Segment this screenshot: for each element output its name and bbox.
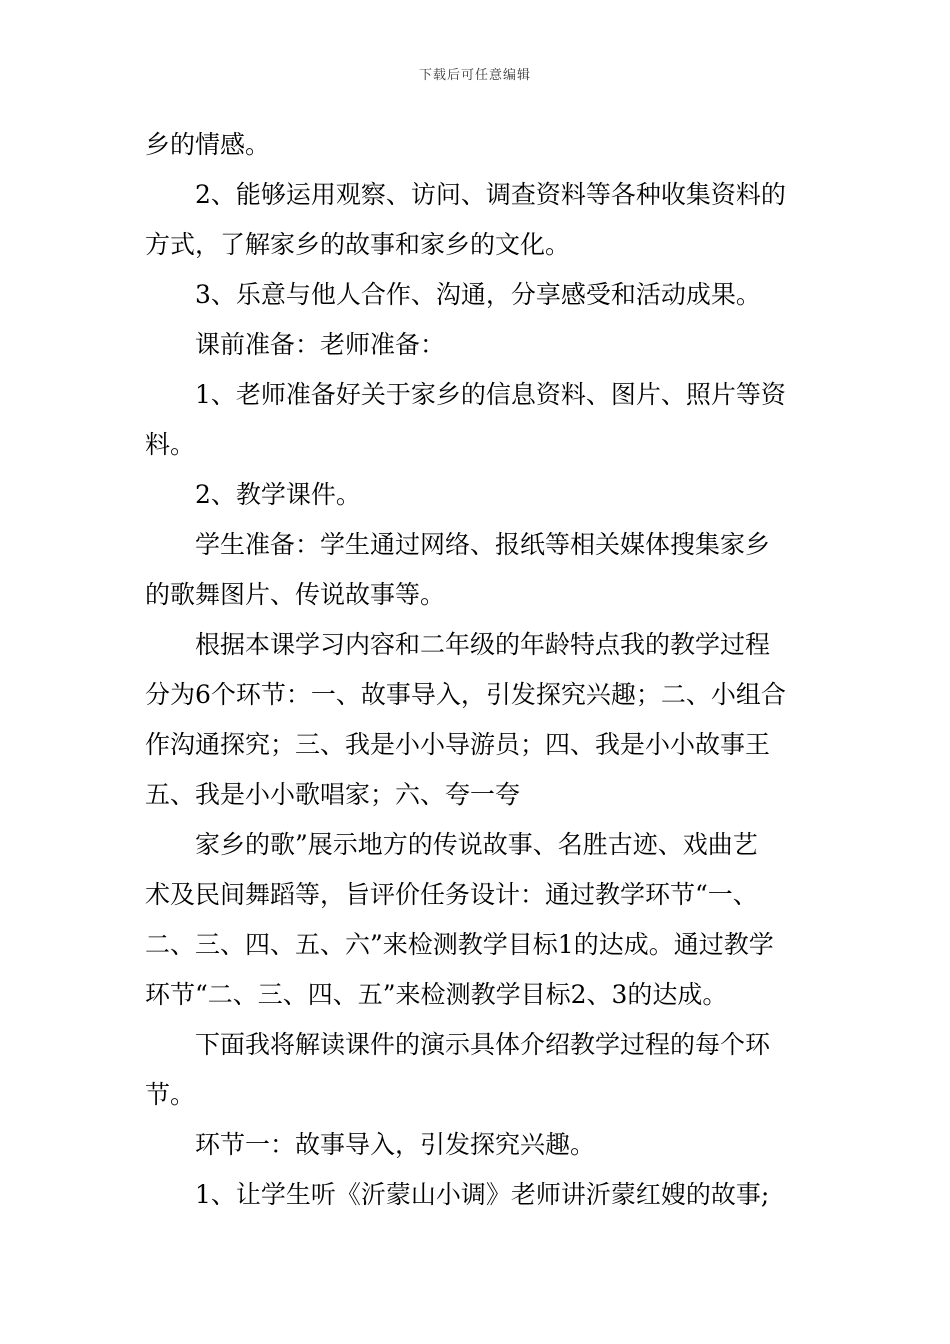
text-line: 乡的情感。	[145, 130, 271, 159]
text-line: 2、能够运用观察、访问、调查资料等各种收集资料的	[195, 180, 786, 209]
text-line: 术及民间舞蹈等，旨评价任务设计：通过教学环节“一、	[145, 880, 758, 909]
text-line: 五、我是小小歌唱家；六、夸一夸	[145, 780, 521, 809]
text-line: 环节一：故事导入，引发探究兴趣。	[195, 1130, 596, 1159]
text-line: 方式，了解家乡的故事和家乡的文化。	[145, 230, 571, 259]
text-line: 家乡的歌”展示地方的传说故事、名胜古迹、戏曲艺	[195, 830, 758, 859]
text-line: 课前准备：老师准备：	[195, 330, 446, 359]
text-line: 学生准备：学生通过网络、报纸等相关媒体搜集家乡	[195, 530, 771, 559]
text-line: 1、让学生听《沂蒙山小调》老师讲沂蒙红嫂的故事;	[195, 1180, 770, 1209]
text-line: 2、教学课件。	[195, 480, 361, 509]
text-line: 作沟通探究；三、我是小小导游员；四、我是小小故事王	[145, 730, 771, 759]
text-line: 环节“二、三、四、五”来检测教学目标2、3的达成。	[145, 980, 728, 1009]
text-line: 下面我将解读课件的演示具体介绍教学过程的每个环	[195, 1030, 771, 1059]
text-line: 分为6个环节：一、故事导入，引发探究兴趣；二、小组合	[145, 680, 786, 709]
text-line: 节。	[145, 1080, 196, 1109]
text-line: 二、三、四、五、六”来检测教学目标1的达成。通过教学	[145, 930, 774, 959]
page-header: 下载后可任意编辑	[418, 68, 531, 83]
text-line: 料。	[145, 430, 196, 459]
text-line: 3、乐意与他人合作、沟通，分享感受和活动成果。	[195, 280, 761, 309]
text-line: 根据本课学习内容和二年级的年龄特点我的教学过程	[195, 630, 771, 659]
text-line: 的歌舞图片、传说故事等。	[145, 580, 446, 609]
text-line: 1、老师准备好关于家乡的信息资料、图片、照片等资	[195, 380, 786, 409]
document-body	[145, 120, 810, 1220]
